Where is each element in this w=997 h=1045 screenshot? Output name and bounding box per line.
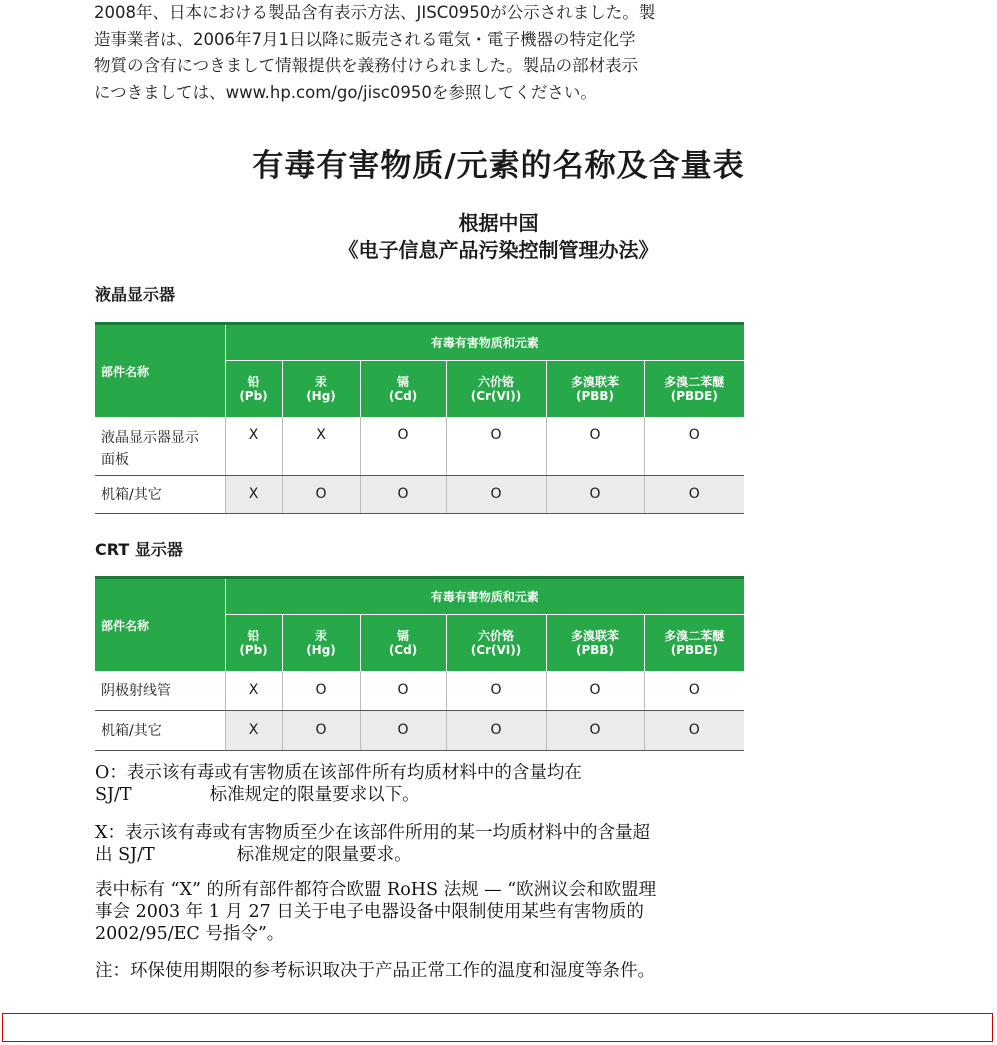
intro-line-2: 造事業者は、2006年7月1日以降に販売される電気・電子機器の特定化学	[94, 29, 636, 49]
value-cell: O	[644, 671, 744, 710]
value-cell: O	[360, 710, 446, 750]
note-rohs-line-1: 表中标有 “X” 的所有部件都符合欧盟 RoHS 法规 — “欧洲议会和欧盟理	[95, 880, 657, 900]
table-row	[95, 475, 744, 513]
value-cell: O	[546, 417, 644, 475]
note-rohs-line-3: 2002/95/EC 号指令”。	[95, 924, 285, 944]
part-name-header: 部件名称	[95, 324, 225, 418]
intro-line-1: 2008年、日本における製品含有表示方法、JISC0950が公示されました。製	[94, 3, 656, 22]
subtitle-line-2: 《电子信息产品污染控制管理办法》	[338, 238, 659, 262]
substance-header-pb: 铅 (Pb)	[225, 615, 282, 672]
note-footnote	[95, 960, 755, 982]
value-cell: O	[644, 475, 744, 513]
note-o	[95, 762, 755, 806]
part-name-header: 部件名称	[95, 578, 225, 672]
value-cell: O	[360, 475, 446, 513]
value-cell: O	[282, 475, 360, 513]
substance-header-pbb: 多溴联苯 (PBB)	[546, 615, 644, 672]
value-cell: O	[446, 710, 546, 750]
value-cell: O	[282, 671, 360, 710]
crt-section-label: CRT 显示器	[95, 540, 183, 559]
value-cell: O	[446, 475, 546, 513]
value-cell: O	[446, 417, 546, 475]
table-row	[95, 710, 744, 750]
substance-group-header: 有毒有害物质和元素	[225, 324, 744, 361]
value-cell: X	[225, 710, 282, 750]
substance-header-hg: 汞 (Hg)	[282, 361, 360, 418]
substance-header-cd: 镉 (Cd)	[360, 615, 446, 672]
note-x	[95, 822, 755, 866]
value-cell: X	[282, 417, 360, 475]
subtitle-line-1: 根据中国	[458, 211, 539, 235]
substance-header-hg: 汞 (Hg)	[282, 615, 360, 672]
part-name-cell: 机箱/其它	[95, 475, 225, 513]
substance-header-pb: 铅 (Pb)	[225, 361, 282, 418]
value-cell: X	[225, 417, 282, 475]
value-cell: O	[282, 710, 360, 750]
crt-substance-table	[95, 576, 744, 751]
value-cell: O	[546, 671, 644, 710]
value-cell: O	[546, 475, 644, 513]
part-name-cell: 机箱/其它	[95, 710, 225, 750]
value-cell: O	[446, 671, 546, 710]
part-name-cell: 液晶显示器显示 面板	[95, 417, 225, 475]
intro-line-4: につきましては、www.hp.com/go/jisc0950を参照してください。	[94, 82, 597, 102]
value-cell: X	[225, 671, 282, 710]
lcd-substance-table	[95, 322, 744, 514]
value-cell: O	[546, 710, 644, 750]
substance-group-header: 有毒有害物质和元素	[225, 578, 744, 615]
substance-header-cr6: 六价铬 (Cr(VI))	[446, 361, 546, 418]
highlight-box	[2, 1013, 993, 1042]
note-rohs	[95, 879, 755, 945]
table-row	[95, 417, 744, 475]
intro-line-3: 物質の含有につきまして情報提供を義務付けられました。製品の部材表示	[94, 56, 639, 75]
page-title: 有毒有害物质/元素的名称及含量表	[252, 148, 745, 184]
substance-header-cr6: 六价铬 (Cr(VI))	[446, 615, 546, 672]
note-x-line-2: 出 SJ/T 标准规定的限量要求。	[95, 845, 412, 865]
note-rohs-line-2: 事会 2003 年 1 月 27 日关于电子电器设备中限制使用某些有害物质的	[95, 902, 644, 922]
value-cell: O	[644, 417, 744, 475]
substance-header-pbb: 多溴联苯 (PBB)	[546, 361, 644, 418]
value-cell: O	[360, 671, 446, 710]
substance-header-pbde: 多溴二苯醚 (PBDE)	[644, 615, 744, 672]
note-x-line-1: X：表示该有毒或有害物质至少在该部件所用的某一均质材料中的含量超	[95, 823, 650, 843]
value-cell: X	[225, 475, 282, 513]
note-o-line-1: O：表示该有毒或有害物质在该部件所有均质材料中的含量均在	[95, 763, 582, 783]
substance-header-cd: 镉 (Cd)	[360, 361, 446, 418]
lcd-section-label: 液晶显示器	[95, 285, 176, 304]
intro-paragraph	[94, 0, 694, 106]
footnote-text: 注：环保使用期限的参考标识取决于产品正常工作的温度和湿度等条件。	[95, 961, 655, 981]
note-o-line-2: SJ/T 标准规定的限量要求以下。	[95, 785, 420, 805]
value-cell: O	[644, 710, 744, 750]
part-name-cell: 阴极射线管	[95, 671, 225, 710]
table-row	[95, 671, 744, 710]
substance-header-pbde: 多溴二苯醚 (PBDE)	[644, 361, 744, 418]
value-cell: O	[360, 417, 446, 475]
